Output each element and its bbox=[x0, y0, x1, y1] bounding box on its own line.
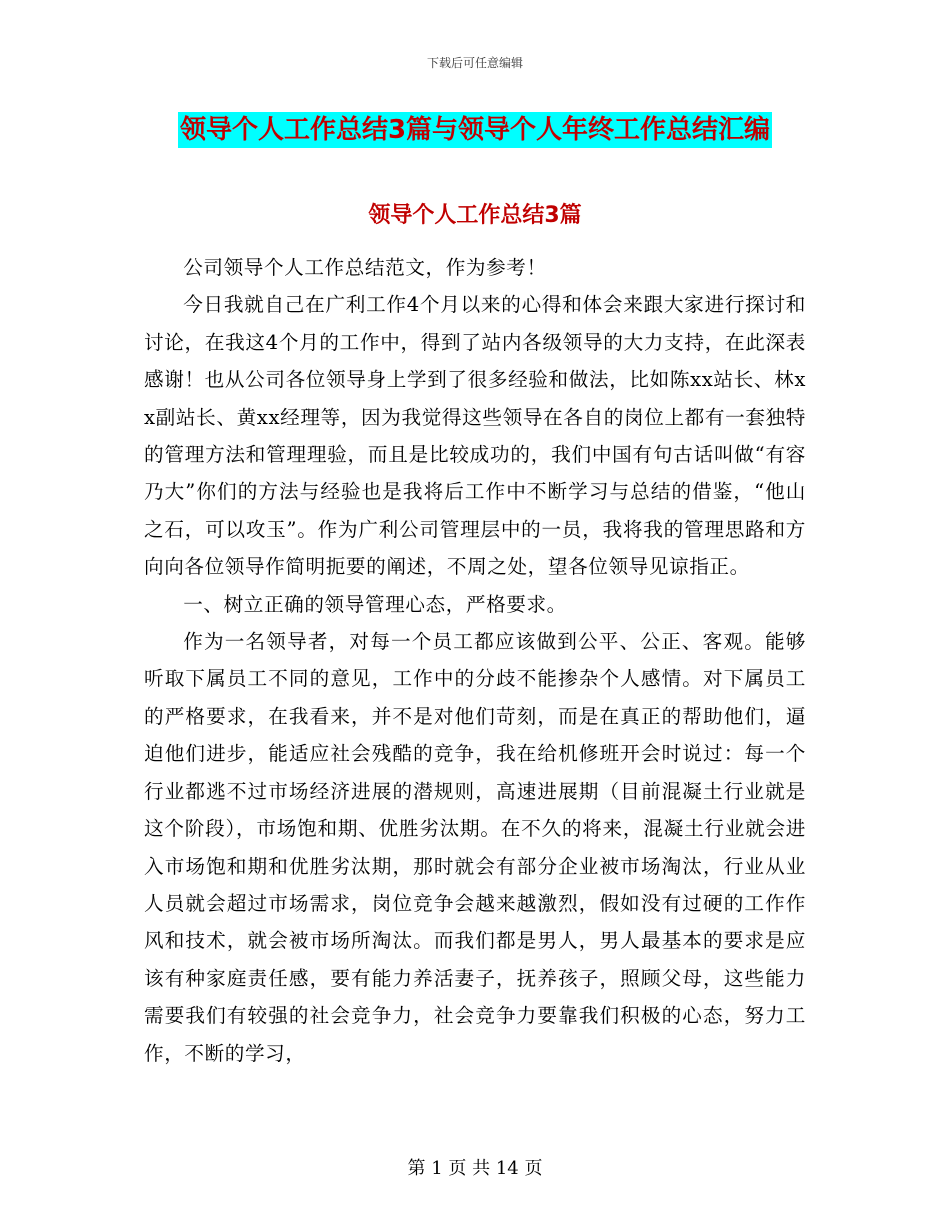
document-body bbox=[144, 249, 806, 1072]
document-title bbox=[0, 112, 950, 148]
paragraph-heading-one: 一、树立正确的领导管理心态，严格要求。 bbox=[183, 592, 567, 616]
document-title-text: 领导个人工作总结3篇与领导个人年终工作总结汇编 bbox=[178, 112, 772, 148]
page-header-note: 下载后可任意编辑 bbox=[426, 56, 523, 70]
page-number: 第 1 页 共 14 页 bbox=[407, 1158, 543, 1179]
paragraph-main: 今日我就自己在广利工作4个月以来的心得和体会来跟大家进行探讨和讨论，在我这4个月的工作中，得到了站内各级领导的大力支持，在此深表感谢！也从公司各位领导身上学到了很多经验和做法，比如陈xx站长、林xx副站长、黄xx经理等，因为我觉得这些领导在各自的岗位上都有一套独特的管理方法和管理理验，而且是比较成功的，我们中国有句古话叫做“有容乃大”你们的方法与经验也是我将后工作中不断学习与总结的借鉴，“他山之石，可以攻玉”。作为广利公司管理层中的一员，我将我的管理思路和方向向各位领导作简明扼要的阐述，不周之处，望各位领导见谅指正。 bbox=[144, 293, 806, 579]
paragraph-intro: 公司领导个人工作总结范文，作为参考！ bbox=[183, 256, 547, 279]
section-title: 领导个人工作总结3篇 bbox=[368, 203, 582, 228]
paragraph-leadership: 作为一名领导者，对每一个员工都应该做到公平、公正、客观。能够听取下属员工不同的意见，工作中的分歧不能掺杂个人感情。对下属员工的严格要求，在我看来，并不是对他们苛刻，而是在真正的帮助他们，逼迫他们进步，能适应社会残酷的竞争，我在给机修班开会时说过：每一个行业都逃不过市场经济进展的潜规则，高速进展期（目前混凝土行业就是这个阶段），市场饱和期、优胜劣汰期。在不久的将来，混凝土行业就会进入市场饱和期和优胜劣汰期，那时就会有部分企业被市场淘汰，行业从业人员就会超过市场需求，岗位竞争会越来越激烈，假如没有过硬的工作作风和技术，就会被市场所淘汰。而我们都是男人，男人最基本的要求是应该有种家庭责任感，要有能力养活妻子，抚养孩子，照顾父母，这些能力需要我们有较强的社会竞争力，社会竞争力要靠我们积极的心态，努力工作，不断的学习， bbox=[144, 630, 806, 1065]
